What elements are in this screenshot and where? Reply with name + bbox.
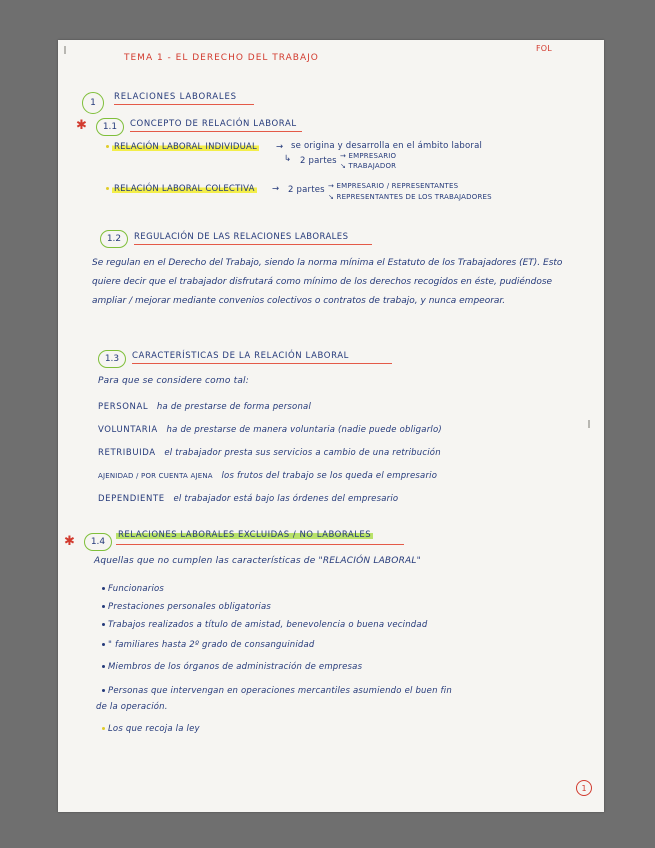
characteristic-item: DEPENDIENTE el trabajador está bajo las órdenes del empresario	[98, 494, 399, 504]
characteristic-item: VOLUNTARIA ha de prestarse de manera voluntaria (nadie puede obligarlo)	[98, 425, 442, 435]
arrow-icon: →	[276, 142, 284, 152]
characteristic-item: PERSONAL ha de prestarse de forma personal	[98, 402, 312, 412]
page-title: TEMA 1 - EL DERECHO DEL TRABAJO	[124, 53, 319, 63]
section-number: 1	[82, 92, 104, 114]
section-title: RELACIONES LABORALES	[114, 92, 237, 102]
title-underline	[134, 244, 372, 245]
concept-collective-a: 2 partes	[288, 185, 325, 195]
title-underline	[132, 363, 392, 364]
concept-collective-a2: ↘ REPRESENTANTES DE LOS TRABAJADORES	[328, 193, 492, 201]
bullet-icon	[102, 665, 105, 668]
bullet-icon	[102, 587, 105, 590]
excluded-item: Funcionarios	[102, 584, 164, 594]
bullet-icon	[106, 145, 109, 148]
bullet-icon	[106, 187, 109, 190]
excluded-item: Personas que intervengan en operaciones mercantiles asumiendo el buen fin	[102, 686, 452, 696]
excluded-item: Miembros de los órganos de administración de empresas	[102, 662, 362, 672]
subject-label: FOL	[536, 44, 552, 53]
excluded-item: Prestaciones personales obligatorias	[102, 602, 271, 612]
excluded-item: Trabajos realizados a título de amistad, benevolencia o buena vecindad	[102, 620, 427, 630]
notebook-page	[58, 40, 604, 812]
characteristics-intro: Para que se considere como tal:	[98, 376, 249, 386]
subsection-number: 1.4	[84, 533, 112, 551]
subsection-number: 1.3	[98, 350, 126, 368]
bullet-icon	[102, 727, 105, 730]
subsection-title: CARACTERÍSTICAS DE LA RELACIÓN LABORAL	[132, 351, 349, 361]
concept-individual-b1: → EMPRESARIO	[340, 152, 397, 160]
concept-individual-b: 2 partes	[300, 156, 337, 166]
concept-collective: RELACIÓN LABORAL COLECTIVA	[106, 184, 257, 194]
characteristic-item: RETRIBUIDA el trabajador presta sus servicios a cambio de una retribución	[98, 448, 441, 458]
concept-individual-a: se origina y desarrolla en el ámbito laboral	[291, 141, 483, 151]
title-underline	[116, 544, 404, 545]
bullet-icon	[102, 605, 105, 608]
regulation-paragraph: Se regulan en el Derecho del Trabajo, siendo la norma mínima el Estatuto de los Trabajadores (ET). Esto quiere decir que el trabajador disfrutará como mínimo de los derechos recogidos en éste, pudiéndose ampliar / mejorar mediante convenios colectivos o contratos de trabajo, y nunca empeorar.	[92, 258, 563, 306]
star-icon: ✱	[64, 534, 75, 549]
bullet-icon	[102, 623, 105, 626]
subsection-number: 1.1	[96, 118, 124, 136]
title-underline	[130, 131, 302, 132]
margin-mark	[64, 46, 66, 54]
subsection-title: CONCEPTO DE RELACIÓN LABORAL	[130, 119, 297, 129]
excluded-intro: Aquellas que no cumplen las características de "RELACIÓN LABORAL"	[94, 556, 421, 566]
characteristic-item: AJENIDAD / POR CUENTA AJENA los frutos del trabajo se los queda el empresario	[98, 471, 438, 481]
branch-arrow-icon: ↳	[284, 154, 292, 164]
concept-individual: RELACIÓN LABORAL INDIVIDUAL	[106, 142, 259, 152]
star-icon: ✱	[76, 118, 87, 133]
excluded-item: " familiares hasta 2º grado de consanguinidad	[102, 640, 315, 650]
excluded-item-continuation: de la operación.	[96, 702, 168, 712]
excluded-item: Los que recoja la ley	[102, 724, 200, 734]
margin-mark	[588, 420, 590, 428]
arrow-icon: →	[272, 184, 280, 194]
page-number: 1	[576, 780, 592, 796]
bullet-icon	[102, 643, 105, 646]
bullet-icon	[102, 689, 105, 692]
concept-individual-b2: ↘ TRABAJADOR	[340, 162, 397, 170]
subsection-title: REGULACIÓN DE LAS RELACIONES LABORALES	[134, 232, 349, 242]
subsection-number: 1.2	[100, 230, 128, 248]
concept-collective-a1: → EMPRESARIO / REPRESENTANTES	[328, 182, 459, 190]
subsection-title: RELACIONES LABORALES EXCLUIDAS / NO LABORALES	[118, 530, 372, 540]
title-underline	[114, 104, 254, 105]
